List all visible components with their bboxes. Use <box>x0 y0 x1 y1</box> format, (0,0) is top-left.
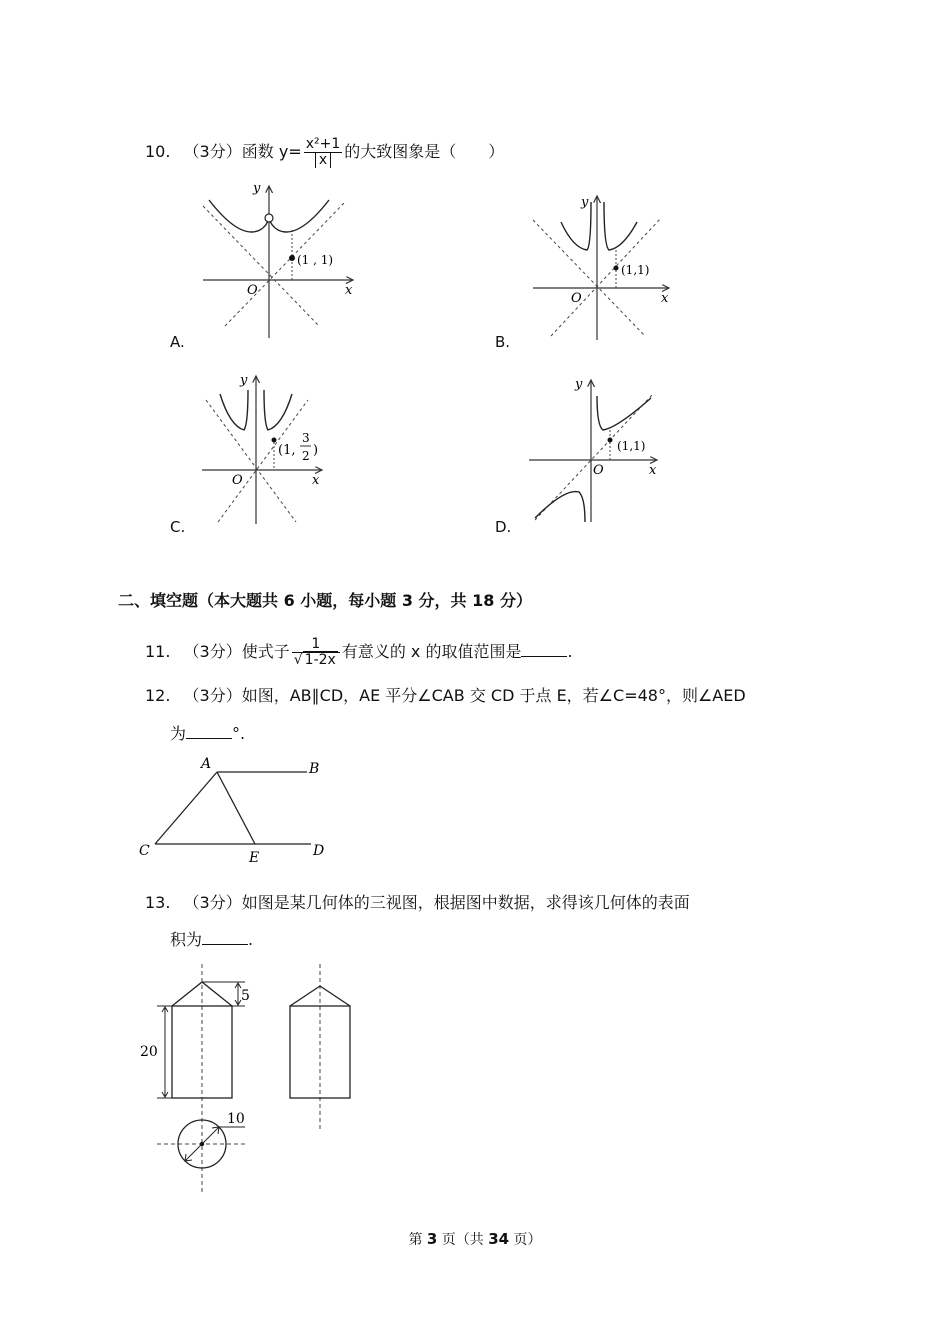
graph-b-point-label: (1,1) <box>621 263 650 277</box>
graph-c-point-num: 3 <box>302 431 310 445</box>
q13-text2-post: . <box>248 930 254 949</box>
graph-d-x-label: x <box>649 463 657 478</box>
q10-stem-post: 的大致图象是（ ） <box>344 142 505 161</box>
graph-a-point-label: (1 , 1) <box>297 253 334 267</box>
graph-c-x-label: x <box>312 473 320 488</box>
q12-text2-post: °. <box>232 724 246 743</box>
q10-stem <box>145 137 504 168</box>
sqrt-icon: √ <box>293 652 303 668</box>
q11-stem-pre: 使式子 <box>241 642 290 661</box>
graph-c-y-label: y <box>240 373 248 388</box>
q12-figure <box>135 752 335 867</box>
footer-page-number: 3 <box>426 1230 438 1248</box>
graph-c <box>198 370 338 530</box>
q12-label-b: B <box>309 761 320 777</box>
q12-stem-line2 <box>170 724 245 744</box>
q11-frac-denominator: 1-2x <box>304 652 336 668</box>
q11-frac-numerator: 1 <box>292 637 340 653</box>
q13-answer-blank[interactable] <box>202 930 248 945</box>
q12-score: （3分） <box>183 686 242 705</box>
q10-frac-numerator: x²+1 <box>305 136 341 152</box>
graph-a-open-point <box>265 214 273 222</box>
graph-b-curve-right <box>604 202 637 250</box>
q12-text: 如图，AB∥CD，AE 平分∠CAB 交 CD 于点 E，若∠C=48°，则∠AED <box>241 686 746 705</box>
graph-d-point-label: (1,1) <box>617 439 646 453</box>
q13-stem <box>145 893 690 913</box>
graph-b-x-label: x <box>661 291 669 306</box>
q13-text: 如图是某几何体的三视图，根据图中数据，求得该几何体的表面 <box>241 893 690 912</box>
q11-number: 11. <box>145 642 171 661</box>
graph-d <box>525 374 665 526</box>
graph-c-asymptote-2 <box>218 400 308 522</box>
graph-d-origin: O <box>593 463 604 478</box>
footer-pre: 第 <box>408 1232 427 1248</box>
footer-total-pages: 34 <box>488 1230 510 1248</box>
q12-number: 12. <box>145 686 171 705</box>
q12-text2-pre: 为 <box>170 724 187 743</box>
q13-score: （3分） <box>183 893 242 912</box>
q12-label-c: C <box>139 843 150 859</box>
graph-a-origin: O <box>247 283 258 298</box>
graph-d-curve-right <box>597 396 651 430</box>
q10-frac-denominator: x <box>315 152 331 168</box>
q12-label-a: A <box>201 756 212 772</box>
graph-c-point-post: ) <box>313 443 319 458</box>
q10-fraction <box>304 137 343 168</box>
graph-c-asymptote-1 <box>206 400 296 522</box>
q12-answer-blank[interactable] <box>186 724 232 739</box>
graph-a-x-label: x <box>345 283 353 298</box>
graph-d-asymptote <box>535 394 653 520</box>
graph-a <box>195 178 365 343</box>
graph-b-y-label: y <box>581 195 589 210</box>
graph-c-origin: O <box>232 473 243 488</box>
dim-roof-label: 5 <box>241 988 250 1004</box>
graph-a-point <box>289 255 295 261</box>
graph-c-curve-right <box>264 390 292 430</box>
q12-label-e: E <box>249 850 260 866</box>
q13-three-views <box>135 962 365 1194</box>
q12-segment-ac <box>155 772 217 844</box>
graph-b-origin: O <box>571 291 582 306</box>
q11-end: . <box>567 642 573 661</box>
graph-c-point-pre: (1, <box>278 443 296 458</box>
section-heading: 二、填空题（本大题共 6 小题，每小题 3 分，共 18 分） <box>118 591 532 610</box>
graph-a-y-label: y <box>253 181 261 196</box>
q10-stem-pre: 函数 y= <box>241 142 302 161</box>
graph-d-curve-left <box>535 492 585 522</box>
q11-stem-post: 有意义的 x 的取值范围是 <box>341 642 522 661</box>
graph-b-point <box>614 266 619 271</box>
graph-d-point <box>608 438 613 443</box>
q12-stem <box>145 686 746 706</box>
option-c-label: C. <box>170 518 186 536</box>
footer-mid: 页（共 <box>437 1232 489 1248</box>
graph-c-point <box>272 438 277 443</box>
option-b-label: B. <box>495 333 511 351</box>
q12-label-d: D <box>313 843 325 859</box>
dim-height-label: 20 <box>140 1044 158 1060</box>
option-a-label: A. <box>170 333 185 351</box>
q11-fraction <box>292 637 340 668</box>
q11-answer-blank[interactable] <box>521 642 567 657</box>
q13-text2-pre: 积为 <box>170 930 203 949</box>
footer-post: 页） <box>509 1232 542 1248</box>
option-d-label: D. <box>495 518 512 536</box>
graph-d-y-label: y <box>575 377 583 392</box>
q12-segment-ae <box>217 772 255 844</box>
q11-stem <box>145 637 573 668</box>
q11-score: （3分） <box>183 642 242 661</box>
graph-b <box>525 190 675 345</box>
graph-b-asymptote-2 <box>551 218 661 336</box>
q10-score: （3分） <box>183 142 242 161</box>
graph-c-point-den: 2 <box>302 449 310 463</box>
q10-number: 10. <box>145 142 171 161</box>
page-footer <box>0 1229 950 1249</box>
dim-diameter-label: 10 <box>227 1111 245 1127</box>
q13-stem-line2 <box>170 930 253 950</box>
graph-b-asymptote-1 <box>533 220 645 336</box>
q13-number: 13. <box>145 893 171 912</box>
